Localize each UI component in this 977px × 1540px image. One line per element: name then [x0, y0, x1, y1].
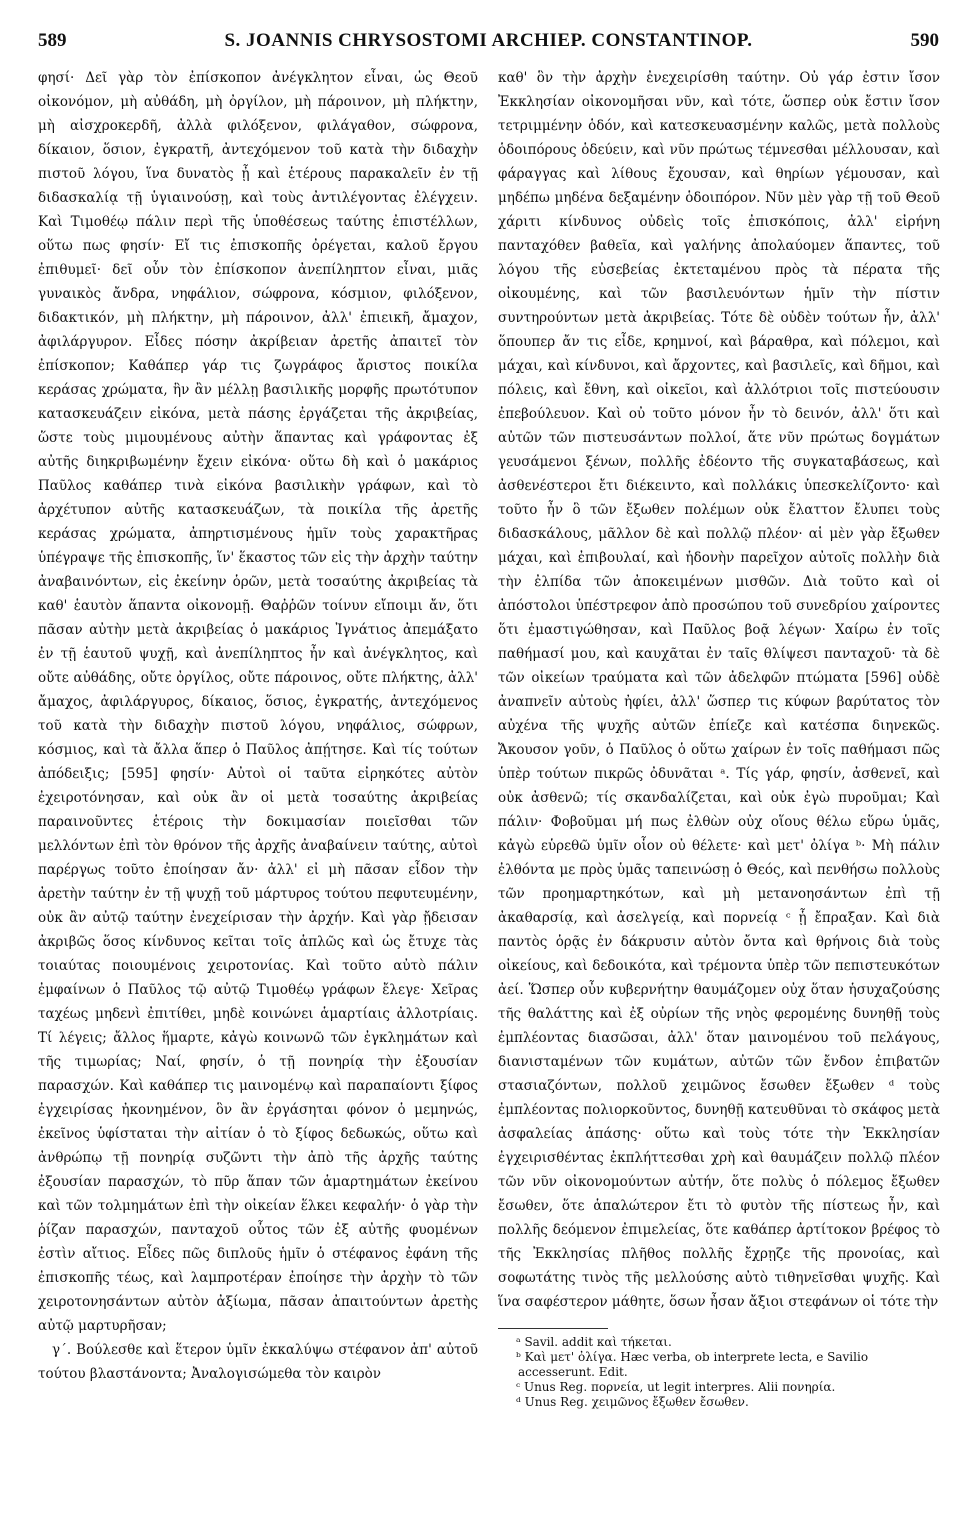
- right-text-column: [498, 66, 940, 1316]
- footnote: ᵃ Savil. addit καὶ τήκεται.: [516, 1335, 672, 1349]
- paragraph: γ΄. Βούλεσθε καὶ ἕτερον ὑμῖν ἐκκαλύψω στέφανον ἀπ' αὐτοῦ τούτου βλαστάνοντα; Ἀναλογισώμεθα τὸν καιρὸν: [38, 1342, 478, 1382]
- page-number-left: 589: [38, 30, 67, 51]
- running-title: S. JOANNIS CHRYSOSTOMI ARCHIEP. CONSTANTINOP.: [224, 30, 753, 51]
- footnote: ᵇ Καὶ μετ' ὀλίγα. Hæc verba, ob interprete lecta, e Savilio accesserunt. Edit.: [516, 1350, 869, 1379]
- footnote-rule: [498, 1328, 608, 1329]
- footnote: ᶜ Unus Reg. πορνεία, ut legit interpres. Alii πονηρία.: [516, 1380, 836, 1394]
- page-number-right: 590: [910, 30, 939, 51]
- paragraph: φησί· Δεῖ γὰρ τὸν ἐπίσκοπον ἀνέγκλητον εἶναι, ὡς Θεοῦ οἰκονόμον, μὴ αὐθάδη, μὴ ὀργίλον, μὴ πάροινον, μὴ πλήκτην, μὴ αἰσχροκερδῆ, ἀλλὰ φιλόξενον, φιλάγαθον, σώφρονα, δίκαιον, ὅσιον, ἐγκρατῆ, ἀντεχόμενον τοῦ κατὰ τὴν διδαχὴν πιστοῦ λόγου, ἵνα δυνατὸς ᾖ καὶ ἑτέρους παρακαλεῖν ἐν τῇ διδασκαλίᾳ τῇ ὑγιαινούσῃ, καὶ τοὺς ἀντιλέγοντας ἐλέγχειν. Καὶ Τιμοθέῳ πάλιν περὶ τῆς ὑποθέσεως ταύτης ἐπιστέλλων, οὕτω πως φησίν· Εἴ τις ἐπισκοπῆς ὀρέγεται, καλοῦ ἔργου ἐπιθυμεῖ· δεῖ οὖν τὸν ἐπίσκοπον ἀνεπίληπτον εἶναι, μιᾶς γυναικὸς ἄνδρα, νηφάλιον, σώφρονα, κόσμιον, φιλόξενον, διδακτικόν, μὴ πλήκτην, μὴ πάροινον, ἀλλ' ἐπιεικῆ, ἄμαχον, ἀφιλάργυρον. Εἶδες πόσην ἀκρίβειαν ἀρετῆς ἀπαιτεῖ τὸν ἐπίσκοπον; Καθάπερ γάρ τις ζωγράφος ἄριστος ποικίλα κεράσας χρώματα, ἣν ἂν μέλλῃ βασιλικῆς μορφῆς πρωτότυπον κατασκευάζειν εἰκόνα, μετὰ πάσης ἐργάζεται τῆς ἀκριβείας, ὥστε τοὺς μιμουμένους αὐτὴν ἅπαντας καὶ γράφοντας ἐξ αὐτῆς διηκριβωμένην ἔχειν εἰκόνα· οὕτω δὴ καὶ ὁ μακάριος Παῦλος καθάπερ τινὰ εἰκόνα βασιλικὴν γράφων, καὶ τὸ ἀρχέτυπον αὐτῆς κατασκευάζων, τὰ ποικίλα τῆς ἀρετῆς κεράσας χρώματα, ἀπηρτισμένους ἡμῖν τοὺς χαρακτῆρας ὑπέγραψε τῆς ἐπισκοπῆς, ἵν' ἕκαστος τῶν εἰς τὴν ἀρχὴν ταύτην ἀναβαινόντων, εἰς ἐκείνην ὁρῶν, μετὰ τοσαύτης ἀκριβείας τὰ καθ' ἑαυτὸν ἅπαντα οἰκονομῇ. Θαῤῥῶν τοίνυν εἴποιμι ἄν, ὅτι πᾶσαν αὐτὴν μετὰ ἀκριβείας ὁ μακάριος Ἰγνάτιος ἀπεμάξατο ἐν τῇ ἑαυτοῦ ψυχῇ, καὶ ἀνεπίληπτος ἦν καὶ ἀνέγκλητος, καὶ οὔτε αὐθάδης, οὔτε ὀργίλος, οὔτε πάροινος, οὔτε πλήκτης, ἀλλ' ἄμαχος, ἀφιλάργυρος, δίκαιος, ὅσιος, ἐγκρατής, ἀντεχόμενος τοῦ κατὰ τὴν διδαχὴν πιστοῦ λόγου, νηφάλιος, σώφρων, κόσμιος, καὶ τὰ ἄλλα ἅπερ ὁ Παῦλος ἀπῄτησε. Καὶ τίς τούτων ἀπόδειξις; [595] φησίν· Αὐτοὶ οἱ ταῦτα εἰρηκότες αὐτὸν ἐχειροτόνησαν, καὶ οὐκ ἂν οἱ μετὰ τοσαύτης ἀκριβείας παραινοῦντες ἑτέροις τὴν δοκιμασίαν ποιεῖσθαι τῶν μελλόντων ἐπὶ τὸν θρόνον τῆς ἀρχῆς ἀναβαίνειν ταύτης, αὐτοὶ παρέργως τοῦτο ἐποίησαν ἄν· ἀλλ' εἰ μὴ πᾶσαν εἶδον τὴν ἀρετὴν ταύτην ἐν τῇ ψυχῇ τοῦ μάρτυρος τούτου πεφυτευμένην, οὐκ ἂν αὐτῷ ταύτην ἐνεχείρισαν τὴν ἀρχήν. Καὶ γὰρ ᾔδεισαν ἀκριβῶς ὅσος κίνδυνος κεῖται τοῖς ἁπλῶς καὶ ὡς ἔτυχε τὰς τοιαύτας ποιουμένοις χειροτονίας. Καὶ τοῦτο αὐτὸ πάλιν ἐμφαίνων ὁ Παῦλος τῷ αὐτῷ Τιμοθέῳ γράφων ἔλεγε· Χεῖρας ταχέως μηδενὶ ἐπιτίθει, μηδὲ κοινώνει ἁμαρτίαις ἀλλοτρίαις. Τί λέγεις; ἄλλος ἥμαρτε, κἀγὼ κοινωνῶ τῶν ἐγκλημάτων καὶ τῆς τιμωρίας; Ναί, φησίν, ὁ τῇ πονηρίᾳ τὴν ἐξουσίαν παρασχών. Καὶ καθάπερ τις μαινομένῳ καὶ παραπαίοντι ξίφος ἐγχειρίσας ἠκονημένον, ὃν ἂν ἐργάσηται φόνον ὁ μεμηνώς, ἐκεῖνος ὑφίσταται τὴν αἰτίαν ὁ τὸ ξίφος δεδωκώς, οὕτω καὶ ἀνθρώπῳ τῇ πονηρίᾳ συζῶντι τὴν ἀπὸ τῆς ἀρχῆς ταύτης ἐξουσίαν παρασχών, τὸ πῦρ ἅπαν τῶν ἁμαρτημάτων ἐκείνου καὶ τῶν τολμημάτων ἐπὶ τὴν οἰκείαν ἕλκει κεφαλήν· ὁ γὰρ τὴν ῥίζαν παρασχών, πανταχοῦ οὗτος τῶν ἐξ αὐτῆς φυομένων ἐστὶν αἴτιος. Εἶδες πῶς διπλοῦς ἡμῖν ὁ στέφανος ἐφάνη τῆς ἐπισκοπῆς τέως, καὶ λαμπροτέραν ἐποίησε τὴν ἀρχὴν τὸ τῶν χειροτονησάντων αὐτὸν ἀξίωμα, πᾶσαν ἀπαιτούντων ἀρετὴς αὐτῷ μαρτυρῆσαν;: [38, 70, 478, 1334]
- left-text-column: [38, 66, 478, 1516]
- footnotes: [500, 1335, 940, 1410]
- paragraph: καθ' ὃν τὴν ἀρχὴν ἐνεχειρίσθη ταύτην. Οὐ γάρ ἐστιν ἴσον Ἐκκλησίαν οἰκονομῆσαι νῦν, καὶ τότε, ὥσπερ οὐκ ἔστιν ἴσον τετριμμένην ὁδόν, καὶ κατεσκευασμένην καλῶς, μετὰ πολλοὺς ὁδοιπόρους ὁδεύειν, καὶ νῦν πρώτως τέμνεσθαι μέλλουσαν, καὶ φάραγγας καὶ λίθους ἔχουσαν, καὶ θηρίων γέμουσαν, καὶ μηδέπω μηδένα δεξαμένην ὁδοιπόρον. Νῦν μὲν γὰρ τῇ τοῦ Θεοῦ χάριτι κίνδυνος οὐδεὶς τοῖς ἐπισκόποις, ἀλλ' εἰρήνη πανταχόθεν βαθεῖα, καὶ γαλήνης ἀπολαύομεν ἅπαντες, τοῦ λόγου τῆς εὐσεβείας ἐκτεταμένου πρὸς τὰ πέρατα τῆς οἰκουμένης, καὶ τῶν βασιλευόντων ἡμῖν τὴν πίστιν συντηρούντων μετὰ ἀκριβείας. Τότε δὲ οὐδὲν τούτων ἦν, ἀλλ' ὅπουπερ ἄν τις εἶδε, κρημνοί, καὶ βάραθρα, καὶ πόλεμοι, καὶ μάχαι, καὶ κίνδυνοι, καὶ ἄρχοντες, καὶ βασιλεῖς, καὶ δῆμοι, καὶ πόλεις, καὶ ἔθνη, καὶ οἰκεῖοι, καὶ ἀλλότριοι τοῖς πιστεύουσιν ἐπεβούλευον. Καὶ οὐ τοῦτο μόνον ἦν τὸ δεινόν, ἀλλ' ὅτι καὶ αὐτῶν τῶν πιστευσάντων πολλοί, ἅτε νῦν πρώτως δογμάτων γευσάμενοι ξένων, πολλῆς ἐδέοντο τῆς συγκαταβάσεως, καὶ ἀσθενέστεροι ἔτι διέκειντο, καὶ πολλάκις ὑπεσκελίζοντο· καὶ τοῦτο ἦν ὃ τῶν ἔξωθεν πολέμων οὐκ ἔλαττον ἔλυπει τοὺς διδασκάλους, μᾶλλον δὲ καὶ πολλῷ πλέον· αἱ μὲν γὰρ ἔξωθεν μάχαι, καὶ ἐπιβουλαί, καὶ ἡδονὴν παρεῖχον αὐτοῖς πολλὴν διὰ τὴν ἐλπίδα τῶν ἀποκειμένων μισθῶν. Διὰ τοῦτο καὶ οἱ ἀπόστολοι ὑπέστρεφον ἀπὸ προσώπου τοῦ συνεδρίου χαίροντες ὅτι ἐμαστιγώθησαν, καὶ Παῦλος βοᾷ λέγων· Χαίρω ἐν τοῖς παθήμασί μου, καὶ καυχᾶται ἐν ταῖς θλίψεσι πανταχοῦ· τὰ δὲ τῶν οἰκείων τραύματα καὶ τῶν ἀδελφῶν πτώματα [596] οὐδὲ ἀναπνεῖν αὐτοὺς ἠφίει, ἀλλ' ὥσπερ τις κύφων βαρύτατος τὸν αὐχένα τῆς ψυχῆς αὐτῶν ἐπίεζε καὶ κατέσπα διηνεκῶς. Ἄκουσον γοῦν, ὁ Παῦλος ὁ οὕτω χαίρων ἐν τοῖς παθήμασι πῶς ὑπὲρ τούτων πικρῶς ὀδυνᾶται ᵃ. Τίς γάρ, φησίν, ἀσθενεῖ, καὶ οὐκ ἀσθενῶ; τίς σκανδαλίζεται, καὶ οὐκ ἐγὼ πυροῦμαι; Καὶ πάλιν· Φοβοῦμαι μή πως ἐλθὼν οὐχ οἵους θέλω εὕρω ὑμᾶς, κἀγὼ εὑρεθῶ ὑμῖν οἷον οὐ θέλετε· καὶ μετ' ὀλίγα ᵇ· Μὴ πάλιν ἐλθόντα με πρὸς ὑμᾶς ταπεινώσῃ ὁ Θεός, καὶ πενθήσω πολλοὺς τῶν προημαρτηκότων, καὶ μὴ μετανοησάντων ἐπὶ τῇ ἀκαθαρσίᾳ, καὶ ἀσελγείᾳ, καὶ πορνείᾳ ᶜ ᾗ ἔπραξαν. Καὶ διὰ παντὸς ὁρᾷς ἐν δάκρυσιν αὐτὸν ὄντα καὶ θρήνοις διὰ τοὺς οἰκείους, καὶ δεδοικότα, καὶ τρέμοντα ὑπὲρ τῶν πεπιστευκότων ἀεί. Ὥσπερ οὖν κυβερνήτην θαυμάζομεν οὐχ ὅταν ἡσυχαζούσης τῆς θαλάττης καὶ ἐξ οὐρίων τῆς νηὸς φερομένης δυνηθῇ τοὺς ἐμπλέοντας διασῶσαι, ἀλλ' ὅταν μαινομένου τοῦ πελάγους, διανισταμένων τῶν κυμάτων, αὐτῶν τῶν ἔνδον ἐπιβατῶν στασιαζόντων, πολλοῦ χειμῶνος ἔσωθεν ἔξωθεν ᵈ τοὺς ἐμπλέοντας πολιορκοῦντος, δυνηθῇ κατευθῦναι τὸ σκάφος μετὰ ἀσφαλείας ἁπάσης· οὕτω καὶ τοὺς τότε τὴν Ἐκκλησίαν ἐγχειρισθέντας ἐκπλήττεσθαι χρὴ καὶ θαυμάζειν πολλῷ πλέον τῶν νῦν οἰκονομούντων αὐτήν, ὅτε πολὺς ὁ πόλεμος ἔξωθεν ἔσωθεν, ὅτε ἁπαλώτερον ἔτι τὸ φυτὸν τῆς πίστεως ἦν, καὶ πολλῆς δεόμενον ἐπιμελείας, ὅτε καθάπερ ἀρτίτοκον βρέφος τὸ τῆς Ἐκκλησίας πλῆθος πολλῆς ἔχρῃζε τῆς προνοίας, καὶ σοφωτάτης τινὸς τῆς μελλούσης αὐτὸ τιθηνεῖσθαι ψυχῆς. Καὶ ἵνα σαφέστερον μάθητε, ὅσων ἦσαν ἄξιοι στεφάνων οἱ τότε τὴν: [498, 70, 940, 1310]
- running-header: [38, 30, 939, 54]
- footnote: ᵈ Unus Reg. χειμῶνος ἔξωθεν ἔσωθεν.: [516, 1395, 749, 1409]
